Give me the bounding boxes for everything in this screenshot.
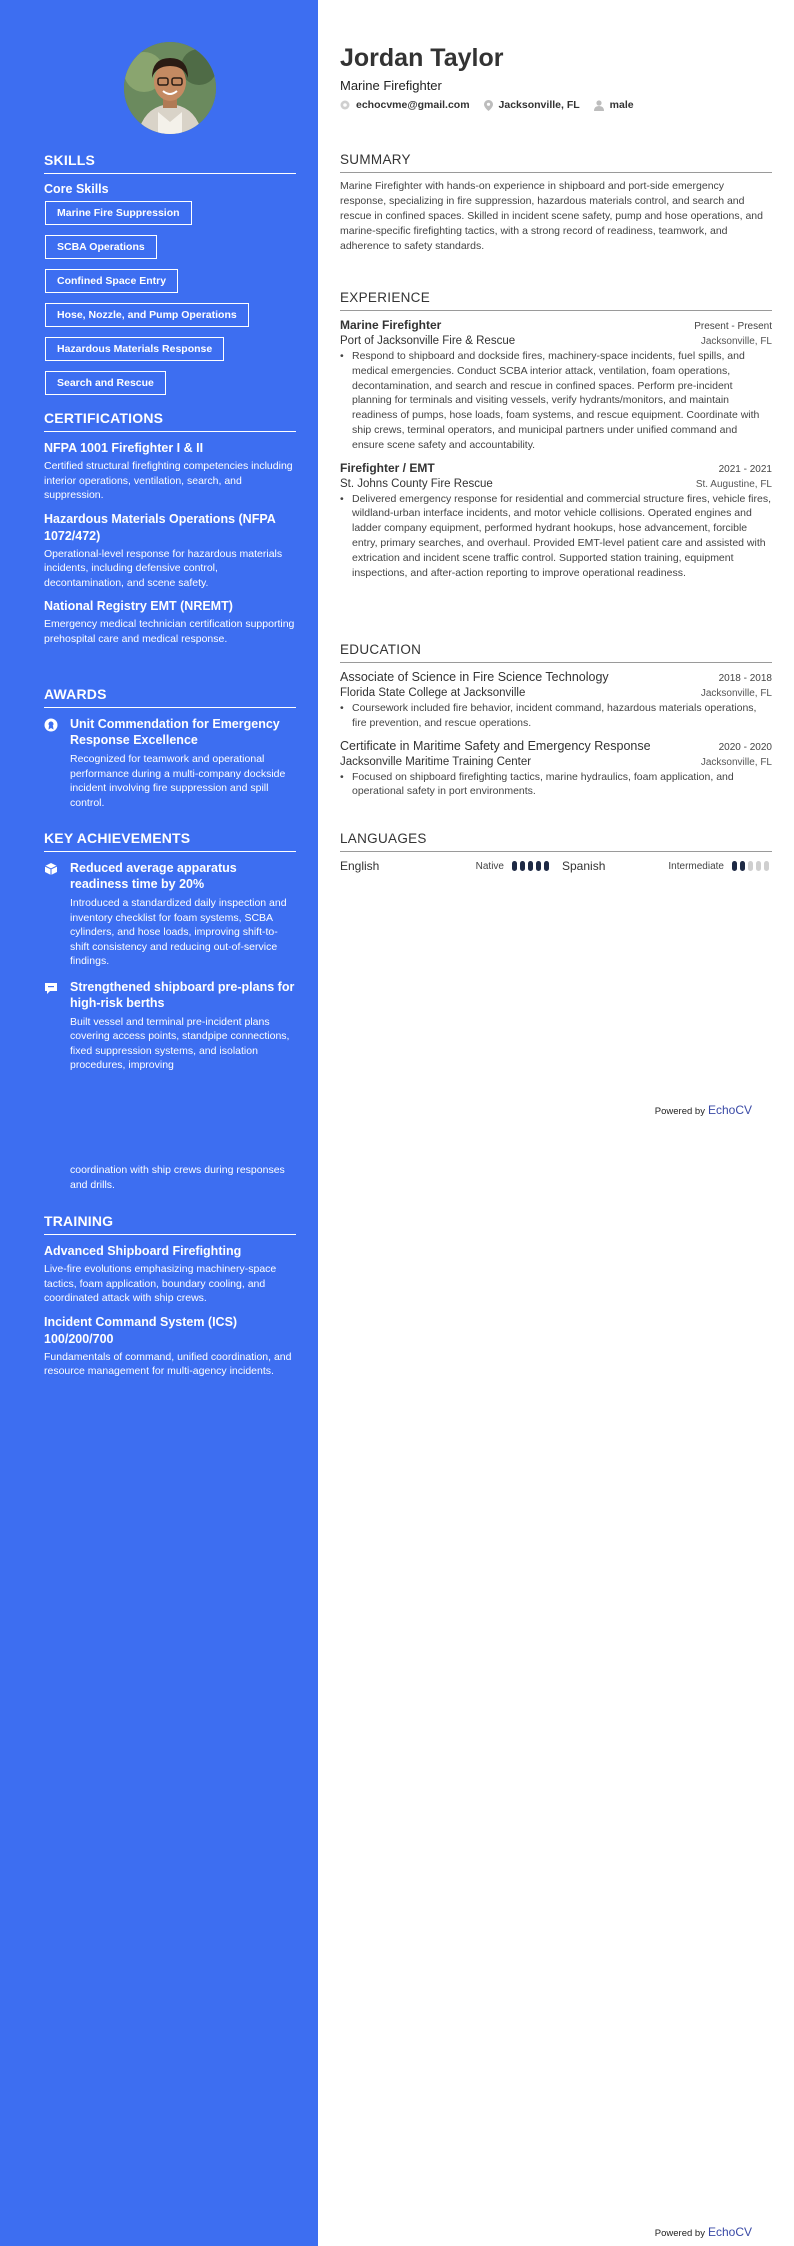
language-proficiency-dots <box>512 861 552 871</box>
experience-item <box>340 461 772 581</box>
training-item <box>44 1243 296 1306</box>
awards-section <box>44 686 296 810</box>
proficiency-dot <box>536 861 541 871</box>
education-item <box>340 670 772 731</box>
certification-desc: Emergency medical technician certification supporting prehospital care and medical response. <box>44 618 295 645</box>
powered-by-text: Powered by <box>654 1106 705 1117</box>
candidate-title: Marine Firefighter <box>340 78 442 93</box>
email-icon <box>340 100 350 110</box>
avatar <box>124 42 216 134</box>
location-pin-icon <box>484 100 493 111</box>
award-title: Unit Commendation for Emergency Response Excellence <box>70 717 280 747</box>
certifications-section <box>44 410 296 646</box>
training-heading: TRAINING <box>44 1213 296 1235</box>
candidate-name: Jordan Taylor <box>340 44 504 72</box>
education-bullet: • Focused on shipboard firefighting tactics, marine hydraulics, foam application, and operational safety in port environments. <box>340 770 734 798</box>
summary-section <box>340 152 772 254</box>
skill-tag: Confined Space Entry <box>45 269 178 293</box>
proficiency-dot <box>764 861 769 871</box>
contact-bar <box>340 99 648 111</box>
awards-heading: AWARDS <box>44 686 296 708</box>
certification-title: Hazardous Materials Operations (NFPA 1072/472) <box>44 511 276 543</box>
training-desc: Live-fire evolutions emphasizing machinery-space tactics, foam application, boundary cooling, and coordinated attack with ship crews. <box>44 1263 277 1304</box>
job-location: Jacksonville, FL <box>700 336 772 347</box>
achievement-title: Reduced average apparatus readiness time by 20% <box>70 861 237 891</box>
degree-title: Certificate in Maritime Safety and Emergency Response <box>340 738 651 753</box>
person-icon <box>594 100 604 111</box>
award-item <box>44 716 296 810</box>
proficiency-dot <box>732 861 737 871</box>
job-title: Marine Firefighter <box>340 318 442 332</box>
contact-email[interactable] <box>340 99 470 111</box>
proficiency-dot <box>512 861 517 871</box>
achievement-desc-continued <box>70 1163 296 1192</box>
education-section <box>340 642 772 799</box>
award-desc: Recognized for teamwork and operational performance during a multi-company dockside incident involving fire suppression and spill control. <box>70 753 286 809</box>
training-title: Advanced Shipboard Firefighting <box>44 1244 242 1258</box>
skills-section <box>44 152 296 405</box>
job-bullet: • Respond to shipboard and dockside fires, machinery-space incidents, fuel spills, and medical emergencies. Conduct SCBA interior attack, ventilation, foam operations, decontamination, and search and rescue in confined spaces. Perform pre-incident planning for terminals and visiting vessels, verify hydrants/monitors, and maintain readiness of pumps, hose loads, foam systems, and rescue equipment. Coordinate with ship crews, terminal operators, and municipal partners under unified command and ensure scene safety and accountability. <box>340 350 760 451</box>
email-text: echocvme@gmail.com <box>356 99 470 111</box>
degree-title: Associate of Science in Fire Science Technology <box>340 670 609 684</box>
education-bullet: • Coursework included fire behavior, incident command, hazardous materials operations, fire prevention, and rescue operations. <box>340 702 757 729</box>
school-location: Jacksonville, FL <box>700 756 772 768</box>
sidebar <box>0 0 318 2246</box>
proficiency-dot <box>740 861 745 871</box>
certification-title: National Registry EMT (NREMT) <box>44 599 233 613</box>
school-name: Florida State College at Jacksonville <box>340 687 526 699</box>
cube-icon <box>44 860 70 969</box>
proficiency-dot <box>528 861 533 871</box>
education-item <box>340 739 772 800</box>
brand-logo[interactable]: EchoCV <box>707 1103 752 1117</box>
training-section <box>44 1213 296 1379</box>
languages-section <box>340 831 772 873</box>
certification-desc: Certified structural firefighting competencies including interior operations, ventilation, search, and suppression. <box>44 460 293 501</box>
summary-text: Marine Firefighter with hands-on experience in shipboard and port-side emergency response, specializing in fire suppression, hazardous materials control, and search and rescue in confined spaces. Skilled in incident scene safety, pump and hose operations, and marine-specific firefighting tactics, with a strong record of readiness, teamwork, and adherence to safety standards. <box>340 180 763 252</box>
school-name: Jacksonville Maritime Training Center <box>340 755 532 768</box>
location-text: Jacksonville, FL <box>498 99 580 111</box>
degree-dates: 2018 - 2018 <box>718 673 772 684</box>
proficiency-dot <box>748 861 753 871</box>
experience-item <box>340 318 772 453</box>
proficiency-dot <box>544 861 549 871</box>
award-icon <box>44 716 70 810</box>
job-dates: Present - Present <box>694 321 772 332</box>
training-item <box>44 1314 296 1379</box>
achievements-section <box>44 830 296 1073</box>
certifications-heading: CERTIFICATIONS <box>44 410 296 432</box>
certification-item <box>44 511 296 591</box>
contact-location <box>484 99 580 111</box>
avatar-photo <box>124 42 216 134</box>
summary-heading: SUMMARY <box>340 152 772 173</box>
language-proficiency-dots <box>732 861 772 871</box>
powered-by-footer <box>655 2225 752 2239</box>
language-level: Intermediate <box>668 860 724 872</box>
proficiency-dot <box>756 861 761 871</box>
training-title: Incident Command System (ICS) 100/200/700 <box>44 1314 238 1346</box>
powered-by-footer <box>655 1103 752 1117</box>
language-name: Spanish <box>562 859 606 873</box>
experience-heading: EXPERIENCE <box>340 290 772 311</box>
education-heading: EDUCATION <box>340 642 772 663</box>
achievement-item <box>44 979 296 1073</box>
achievement-item <box>44 860 296 969</box>
languages-heading: LANGUAGES <box>340 831 772 852</box>
main-content <box>318 0 794 2246</box>
achievement-desc: Introduced a standardized daily inspection and inventory checklist for foam systems, SCBA cylinders, and hose loads, improving shift-to-shift consistency and reducing out-of-service findings. <box>70 897 287 967</box>
degree-dates: 2020 - 2020 <box>718 741 772 753</box>
achievements-heading: KEY ACHIEVEMENTS <box>44 830 296 852</box>
certification-item <box>44 440 296 503</box>
skills-group-title: Core Skills <box>44 182 109 196</box>
brand-logo[interactable]: EchoCV <box>707 2225 752 2239</box>
skill-tag: Search and Rescue <box>45 371 166 395</box>
job-dates: 2021 - 2021 <box>718 463 772 475</box>
gender-text: male <box>609 99 634 111</box>
contact-gender <box>594 99 634 111</box>
powered-by-text: Powered by <box>654 2228 705 2239</box>
certification-item <box>44 598 296 646</box>
training-desc: Fundamentals of command, unified coordination, and resource management for multi-agency incidents. <box>44 1350 292 1377</box>
skill-tag: SCBA Operations <box>45 235 157 259</box>
language-item <box>552 859 772 873</box>
achievement-desc: coordination with ship crews during responses and drills. <box>70 1164 285 1191</box>
job-org: St. Johns County Fire Rescue <box>340 477 493 490</box>
certification-desc: Operational-level response for hazardous materials incidents, including defensive control, decontamination, and scene safety. <box>44 547 283 589</box>
achievement-title: Strengthened shipboard pre-plans for high-risk berths <box>70 979 295 1010</box>
language-name: English <box>340 859 380 873</box>
skill-tag: Hazardous Materials Response <box>45 337 224 361</box>
language-level: Native <box>475 860 504 872</box>
achievement-desc: Built vessel and terminal pre-incident plans covering access points, standpipe connections, fixed suppression systems, and isolation procedures, improving <box>70 1015 290 1071</box>
languages-row <box>340 859 772 873</box>
skills-heading: SKILLS <box>44 152 296 174</box>
job-org: Port of Jacksonville Fire & Rescue <box>340 335 516 347</box>
skill-tag: Marine Fire Suppression <box>45 201 192 225</box>
proficiency-dot <box>520 861 525 871</box>
language-item <box>340 859 552 873</box>
chat-icon <box>44 979 70 1073</box>
skill-tag: Hose, Nozzle, and Pump Operations <box>45 303 249 327</box>
job-location: St. Augustine, FL <box>695 478 772 490</box>
job-title: Firefighter / EMT <box>340 460 435 475</box>
school-location: Jacksonville, FL <box>700 688 772 699</box>
experience-section <box>340 290 772 580</box>
certification-title: NFPA 1001 Firefighter I & II <box>44 441 204 455</box>
job-bullet: • Delivered emergency response for residential and commercial structure fires, vehicle fires, wildland-urban interface incidents, and motor vehicle collisions. Operated engines and ladder company equipment, performed hydrant hookups, hose advancement, forcible entry, primary searches, and overhaul. Provided EMT-level patient care and assisted with extrication and incident scene traffic control. Supported station training, equipment inspections, and after-action reporting to improve operational readiness. <box>340 492 772 579</box>
